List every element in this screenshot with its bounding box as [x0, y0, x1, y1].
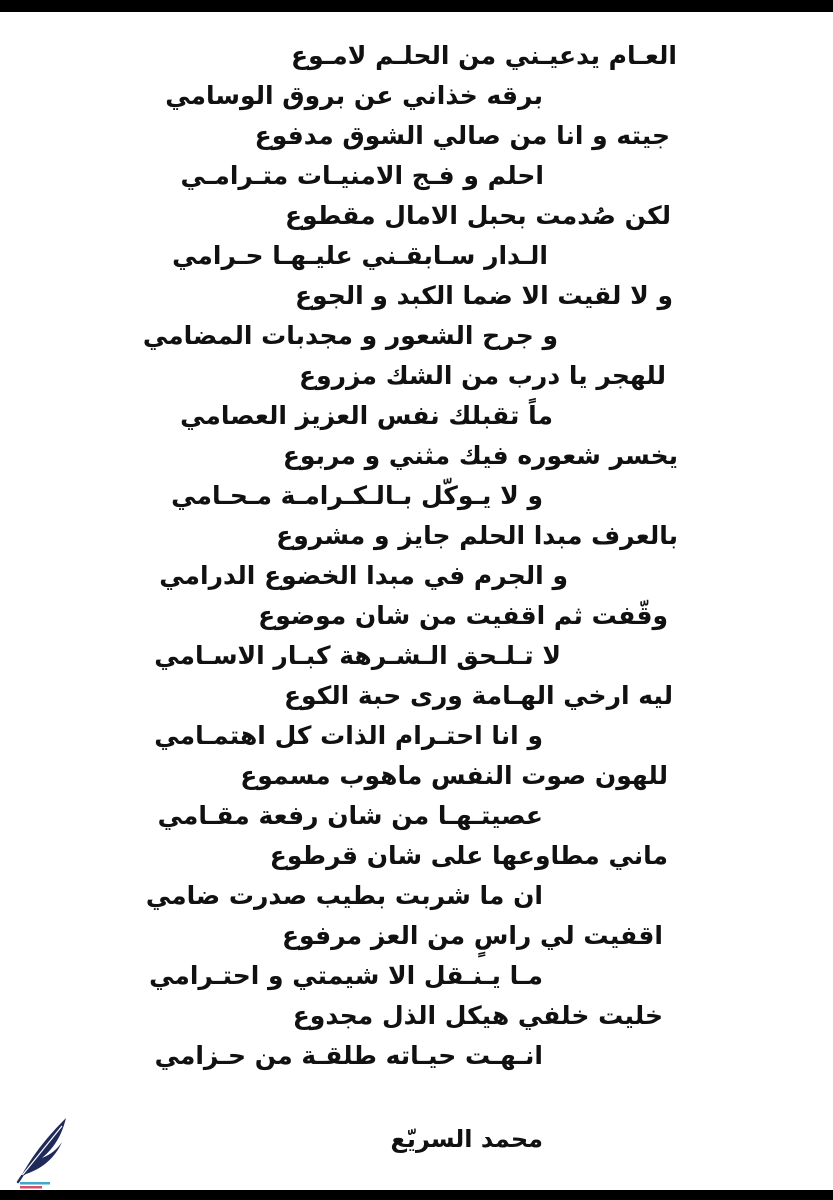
verse-line: مـا يـنـقل الا شيمتي و احتـرامي [149, 961, 543, 990]
verse-line: اقفيت لي راسٍ من العز مرفوع [281, 921, 663, 950]
verse-line: خليت خلفي هيكل الذل مجدوع [292, 1001, 663, 1030]
poem-page [0, 12, 833, 1190]
author-signature: محمد السريّع [390, 1125, 543, 1153]
verse-line: انـهـت حيـاته طلقـة من حـزامي [154, 1041, 543, 1070]
verse-line: لا تـلـحق الـشـرهة كبـار الاسـامي [154, 641, 561, 670]
verse-line: العـام يدعيـني من الحلـم لامـوع [291, 41, 677, 70]
verse-line: عصيتـهـا من شان رفعة مقـامي [157, 801, 543, 830]
verse-line: و جرح الشعور و مجدبات المضامي [142, 321, 558, 350]
verse-line: يخسر شعوره فيك مثني و مربوع [282, 441, 678, 470]
verse-line: لكن صُدمت بحبل الامال مقطوع [284, 201, 671, 230]
verse-line: و لا يـوكّل بـالـكـرامـة مـحـامي [171, 481, 543, 510]
verse-line: للهون صوت النفس ماهوب مسموع [240, 761, 668, 790]
verse-line: بالعرف مبدا الحلم جايز و مشروع [276, 521, 678, 550]
verse-line: الـدار سـابقـني عليـهـا حـرامي [172, 241, 548, 270]
verse-line: ماني مطاوعها على شان قرطوع [269, 841, 668, 870]
verse-line: ان ما شربت بطيب صدرت ضامي [145, 881, 543, 910]
verse-line: و الجرم في مبدا الخضوع الدرامي [159, 561, 568, 590]
verse-line: ماً تقبلك نفس العزيز العصامي [180, 401, 553, 430]
verse-line: للهجر يا درب من الشك مزروع [299, 361, 666, 390]
verse-line: احلم و فـج الامنيـات متـرامـي [180, 161, 544, 190]
verse-line: ليه ارخي الهـامة ورى حبة الكوع [283, 681, 673, 710]
verse-line: برقه خذاني عن بروق الوسامي [165, 81, 543, 110]
verse-line: جيته و انا من صالي الشوق مدفوع [254, 121, 670, 150]
verse-line: و انا احتـرام الذات كل اهتمـامي [154, 721, 543, 750]
verse-line: و لا لقيت الا ضما الكبد و الجوع [294, 281, 673, 310]
quill-feather-icon [12, 1112, 74, 1190]
verse-line: وقّفت ثم اقفيت من شان موضوع [258, 601, 668, 630]
